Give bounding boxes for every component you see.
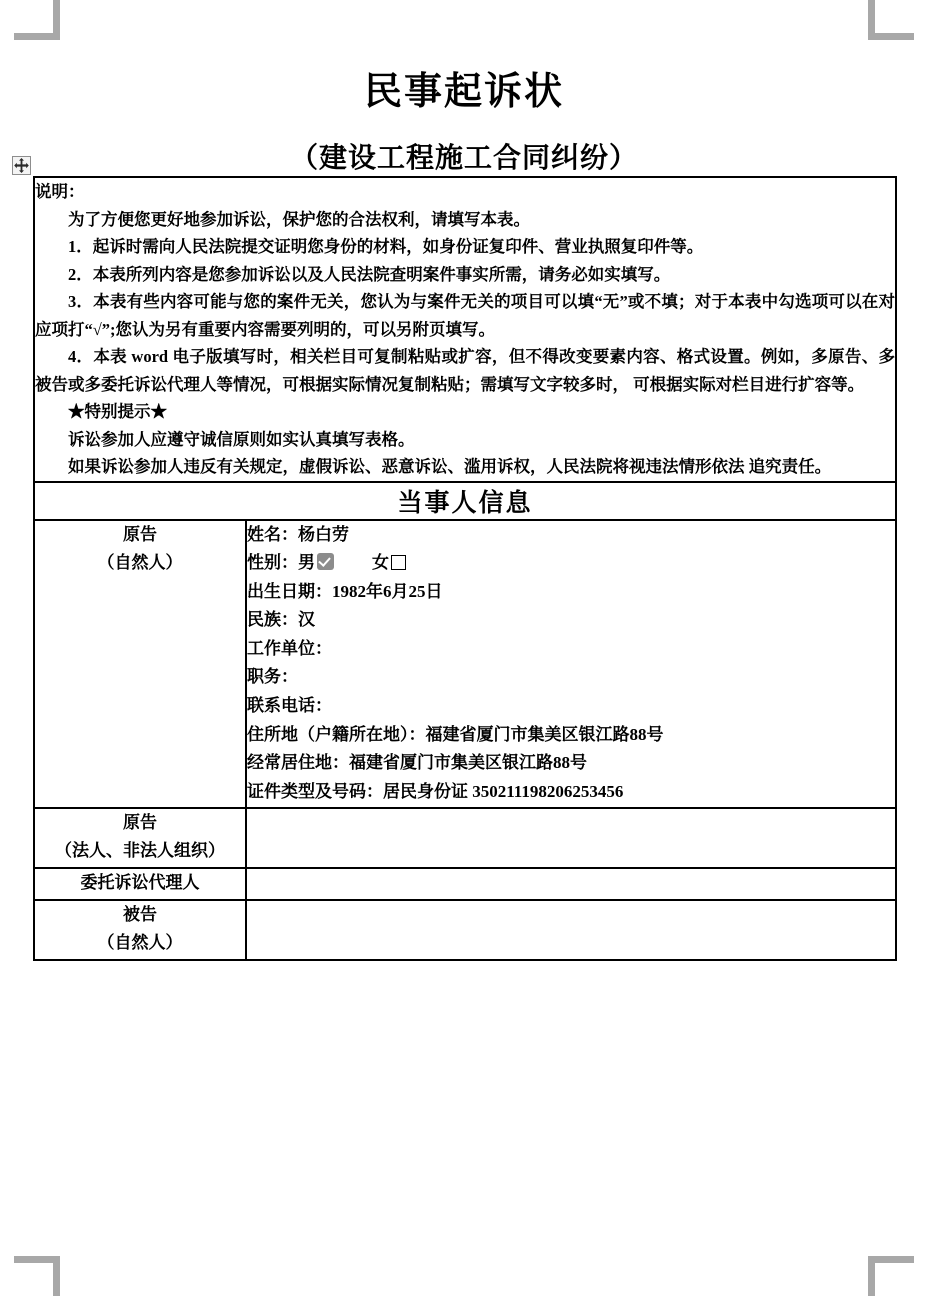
- party-info-heading: 当事人信息: [397, 489, 533, 517]
- gender-male-checkbox[interactable]: [317, 553, 334, 570]
- page-title: 民事起诉状: [363, 71, 564, 113]
- crop-mark-bottom-left: [14, 1256, 60, 1296]
- defendant-natural-label-cell: [34, 900, 246, 960]
- field-name-label: 姓名：: [247, 524, 298, 544]
- field-phone: [247, 692, 895, 721]
- field-birthdate-value[interactable]: 1982年6月25日: [332, 581, 443, 601]
- plaintiff-legal-value-cell[interactable]: [246, 808, 896, 868]
- field-phone-label: 联系电话：: [247, 696, 332, 716]
- plaintiff-legal-label-line1: 原告: [123, 812, 157, 832]
- agent-value-cell[interactable]: [246, 868, 896, 900]
- notes-cell: [34, 177, 896, 482]
- field-workplace-label: 工作单位：: [247, 638, 332, 658]
- table-row-notes: [34, 177, 896, 482]
- field-domicile-value[interactable]: 福建省厦门市集美区银江路88号: [425, 724, 664, 744]
- field-ethnicity-value[interactable]: 汉: [298, 610, 315, 630]
- field-id-label: 证件类型及号码：: [247, 781, 383, 801]
- field-ethnicity-label: 民族：: [247, 610, 298, 630]
- agent-label: 委托诉讼代理人: [80, 872, 200, 892]
- notes-line: 1．起诉时需向人民法院提交证明您身份的材料，如身份证复印件、营业执照复印件等。: [68, 237, 704, 256]
- crop-mark-bottom-right: [868, 1256, 914, 1296]
- plaintiff-natural-label-cell: [34, 520, 246, 808]
- notes-line: 为了方便您更好地参加诉讼，保护您的合法权利，请填写本表。: [68, 209, 530, 229]
- field-workplace: [247, 635, 895, 664]
- defendant-natural-value-cell[interactable]: [246, 900, 896, 960]
- field-birthdate-label: 出生日期：: [247, 581, 332, 601]
- field-ethnicity: [247, 606, 895, 635]
- notes-special-tip: ★特别提示★: [68, 402, 167, 421]
- crop-mark-top-left: [14, 0, 60, 40]
- crop-mark-top-right: [868, 0, 914, 40]
- field-residence-value[interactable]: 福建省厦门市集美区银江路88号: [349, 753, 587, 773]
- field-birthdate: [247, 578, 895, 607]
- table-row-defendant-natural: [34, 900, 896, 960]
- page-subtitle: （建设工程施工合同纠纷）: [289, 143, 638, 174]
- field-name: [247, 521, 895, 550]
- notes-heading: 说明：: [35, 182, 85, 201]
- notes-line: 3．本表有些内容可能与您的案件无关，您认为与案件无关的项目可以填“无”或不填；对于本表中勾选项可以在对应项打“√”;您认为另有重要内容需要列明的，可以另附页填写。: [35, 292, 896, 339]
- table-row-plaintiff-natural: [34, 520, 896, 808]
- party-info-section-cell: [34, 482, 896, 520]
- table-row-agent: [34, 868, 896, 900]
- field-id-number[interactable]: 350211198206253456: [472, 781, 624, 801]
- field-id-type[interactable]: 居民身份证: [383, 781, 468, 801]
- gender-male-label: 男: [298, 553, 315, 573]
- field-domicile: [247, 721, 895, 750]
- agent-label-cell: [34, 868, 246, 900]
- field-id: [247, 778, 895, 807]
- lawsuit-form-table: [33, 176, 897, 961]
- table-row-plaintiff-legal: [34, 808, 896, 868]
- plaintiff-natural-label-line1: 原告: [123, 524, 157, 544]
- table-row-section-header: [34, 482, 896, 520]
- notes-line: 4．本表 word 电子版填写时，相关栏目可复制粘贴或扩容，但不得改变要素内容、格式设置。例如，多原告、多被告或多委托诉讼代理人等情况，可根据实际情况复制粘贴；需填写文字较多时， 可根据实际对栏目进行扩容等。: [35, 347, 896, 394]
- notes-line: 如果诉讼参加人违反有关规定，虚假诉讼、恶意诉讼、滥用诉权，人民法院将视违法情形依法 追究责任。: [68, 457, 832, 476]
- field-residence: [247, 749, 895, 778]
- defendant-natural-label-line1: 被告: [123, 904, 157, 924]
- gender-female-checkbox[interactable]: [391, 555, 406, 570]
- plaintiff-natural-label-line2: （自然人）: [97, 552, 183, 572]
- field-name-value[interactable]: 杨白劳: [298, 524, 349, 544]
- field-gender-label: 性别：: [247, 553, 298, 573]
- table-move-handle-icon[interactable]: [12, 156, 31, 175]
- field-residence-label: 经常居住地：: [247, 753, 349, 773]
- plaintiff-natural-value-cell[interactable]: [246, 520, 896, 808]
- defendant-natural-label-line2: （自然人）: [97, 932, 183, 952]
- gender-female-label: 女: [372, 553, 389, 573]
- plaintiff-legal-label-cell: [34, 808, 246, 868]
- field-domicile-label: 住所地（户籍所在地）：: [247, 724, 426, 744]
- plaintiff-legal-label-line2: （法人、非法人组织）: [55, 840, 225, 860]
- field-position-label: 职务：: [247, 667, 298, 687]
- notes-line: 2．本表所列内容是您参加诉讼以及人民法院查明案件事实所需，请务必如实填写。: [68, 264, 671, 284]
- field-gender: [247, 549, 895, 578]
- notes-line: 诉讼参加人应遵守诚信原则如实认真填写表格。: [68, 429, 415, 449]
- field-position: [247, 663, 895, 692]
